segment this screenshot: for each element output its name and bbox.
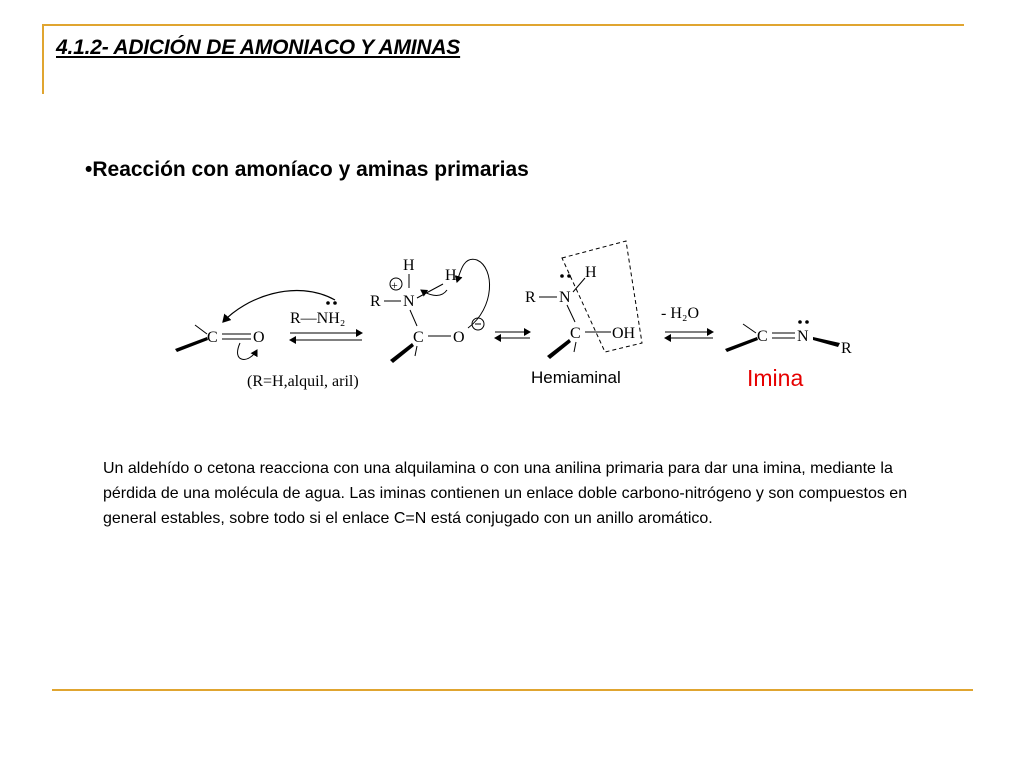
svg-text:C: C: [207, 329, 218, 346]
svg-text:O: O: [253, 329, 265, 346]
hemiaminal: [525, 241, 642, 387]
top-rule: [42, 24, 964, 26]
imine-label: Imina: [747, 365, 804, 391]
amine-reagent: [290, 301, 345, 327]
zwitterion-intermediate: [370, 257, 490, 363]
svg-text:H: H: [445, 267, 457, 284]
hemiaminal-label: Hemiaminal: [531, 368, 621, 387]
left-rule: [42, 24, 44, 94]
amine-label: R—NH₂: [290, 310, 346, 327]
svg-text:H: H: [403, 257, 415, 274]
bottom-rule: [52, 689, 973, 691]
svg-text:R: R: [370, 293, 381, 310]
bullet-heading: •Reacción con amoníaco y aminas primarias: [85, 158, 529, 181]
reaction-scheme: [165, 238, 865, 398]
svg-text:O: O: [453, 329, 465, 346]
condition-text: (R=H,alquil, aril): [247, 373, 359, 390]
svg-text:C: C: [570, 325, 581, 342]
imine-product: [725, 320, 852, 391]
svg-text:R: R: [525, 289, 536, 306]
carbonyl-compound: [175, 325, 265, 359]
description-paragraph: Un aldehído o cetona reacciona con una alquilamina o con una anilina primaria para dar una imina, mediante la pérdida de una molécula de agua. Las iminas contienen un enlace doble carbono-nitrógeno y son compuestos en general estables, sobre todo si el enlace C=N está conjugado con un anillo aromático.: [103, 460, 908, 527]
svg-text:N: N: [797, 328, 809, 345]
svg-text:N: N: [403, 293, 415, 310]
svg-text:OH: OH: [612, 325, 636, 342]
svg-text:C: C: [757, 328, 768, 345]
svg-text:R: R: [841, 340, 852, 357]
water-loss: - H₂O: [661, 305, 700, 322]
svg-text:+: +: [391, 278, 398, 292]
svg-text:N: N: [559, 289, 571, 306]
slide-title: 4.1.2- ADICIÓN DE AMONIACO Y AMINAS: [56, 36, 461, 59]
svg-text:H: H: [585, 264, 597, 281]
svg-text:C: C: [413, 329, 424, 346]
